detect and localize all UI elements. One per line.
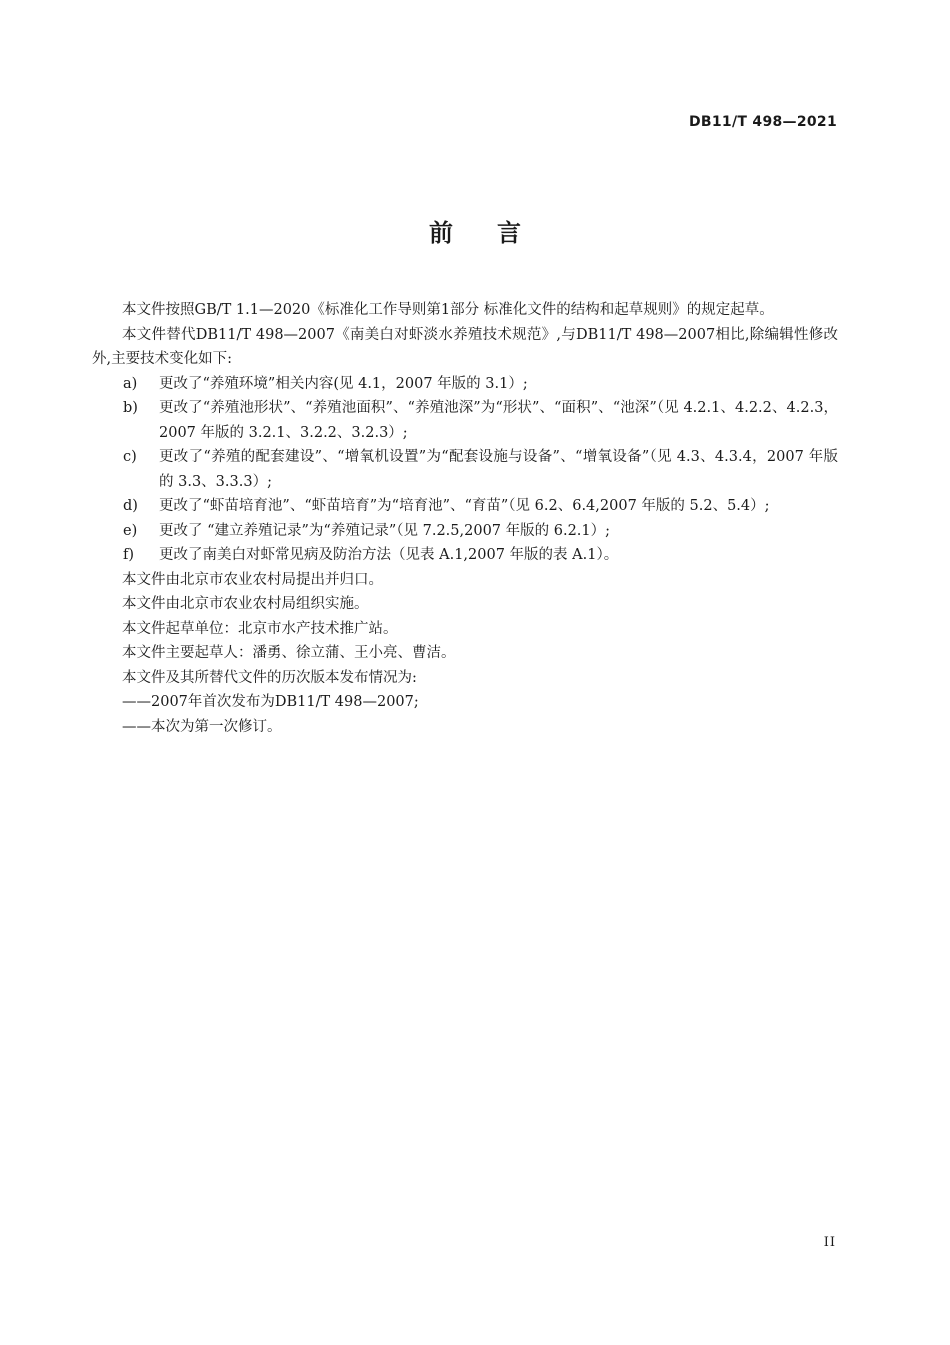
document-code: DB11/T 498—2021	[689, 114, 837, 130]
change-item-e	[92, 519, 838, 544]
paragraph-drafters: 本文件主要起草人：潘勇、徐立蒲、王小亮、曹洁。	[122, 645, 456, 661]
item-letter: f)	[123, 547, 135, 563]
change-item-b	[92, 396, 838, 445]
paragraph-implementer: 本文件由北京市农业农村局组织实施。	[122, 596, 369, 612]
change-item-a	[92, 372, 838, 397]
version-history-item: ——本次为第一次修订。	[122, 718, 282, 735]
item-letter: a)	[123, 375, 138, 392]
item-letter: b)	[123, 400, 138, 416]
change-item-c	[92, 445, 838, 494]
page-title: 前言	[429, 219, 565, 247]
paragraph-version-history: 本文件及其所替代文件的历次版本发布情况为:	[122, 669, 417, 686]
item-text: 更改了“虾苗培育池”、“虾苗培育”为“培育池”、“育苗”（见 6.2、6.4,2007 年版的 5.2、5.4）;	[159, 498, 770, 514]
item-letter: c)	[123, 449, 137, 465]
item-text: 更改了南美白对虾常见病及防治方法（见表 A.1,2007 年版的表 A.1）。	[159, 547, 619, 563]
paragraph-drafting-unit: 本文件起草单位：北京市水产技术推广站。	[122, 620, 398, 637]
paragraph-proposer: 本文件由北京市农业农村局提出并归口。	[122, 571, 383, 588]
item-text: 更改了“养殖的配套建设”、“增氧机设置”为“配套设施与设备”、“增氧设备”（见 4.3、4.3.4，2007 年版的 3.3、3.3.3）;	[159, 449, 838, 490]
paragraph-replacement: 本文件替代DB11/T 498—2007《南美白对虾淡水养殖技术规范》,与DB11/T 498—2007相比,除编辑性修改外,主要技术变化如下:	[92, 326, 838, 367]
foreword-body	[92, 298, 838, 739]
item-text: 更改了“养殖池形状”、“养殖池面积”、“养殖池深”为“形状”、“面积”、“池深”（见 4.2.1、4.2.2、4.2.3，2007 年版的 3.2.1、3.2.2、3.2.3）;	[159, 400, 838, 441]
paragraph-drafting-basis: 本文件按照GB/T 1.1—2020《标准化工作导则第1部分 标准化文件的结构和起草规则》的规定起草。	[122, 302, 774, 318]
change-item-f	[92, 543, 838, 568]
item-letter: e)	[123, 522, 138, 539]
change-item-d	[92, 494, 838, 519]
item-letter: d)	[123, 498, 138, 514]
item-text: 更改了 “建立养殖记录”为“养殖记录”（见 7.2.5,2007 年版的 6.2.1）;	[159, 522, 611, 539]
page-number: II	[823, 1235, 836, 1250]
version-history-item: ——2007年首次发布为DB11/T 498—2007;	[122, 694, 419, 710]
item-text: 更改了“养殖环境”相关内容(见 4.1，2007 年版的 3.1）;	[159, 375, 528, 392]
